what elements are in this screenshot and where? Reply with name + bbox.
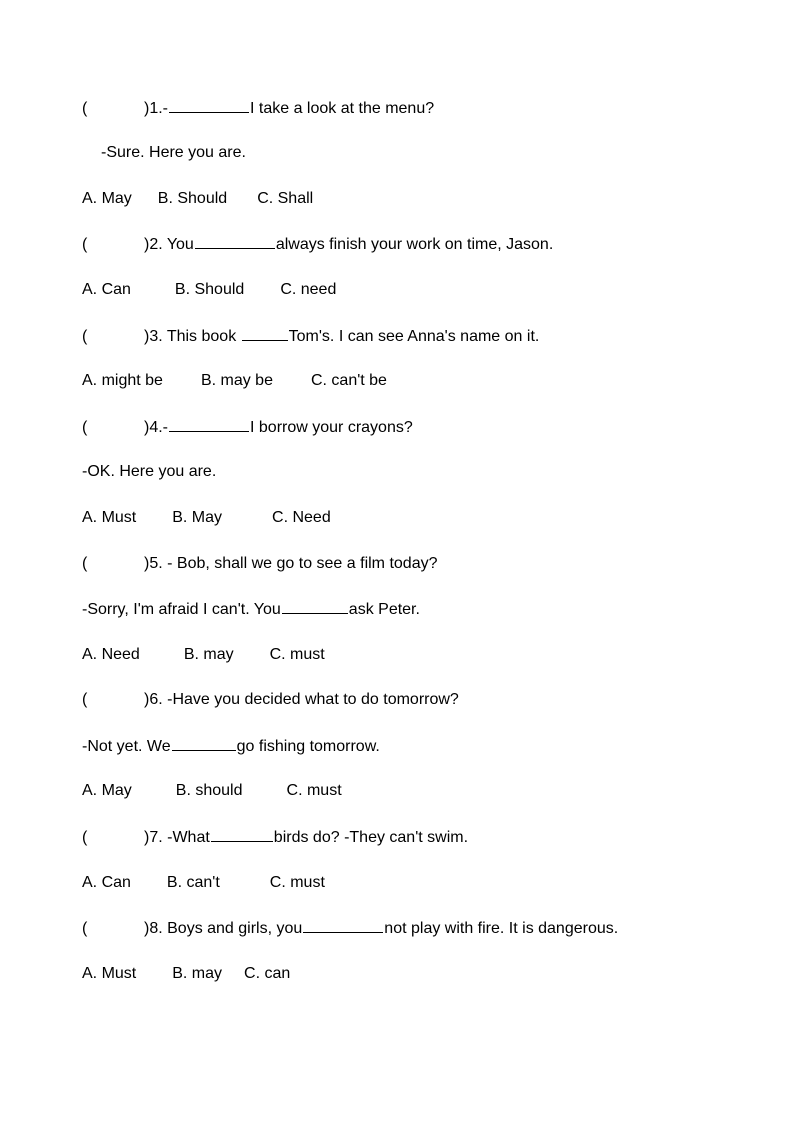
question-7 [82, 827, 468, 848]
option-c[interactable]: C. Shall [257, 190, 314, 207]
question-1-blank[interactable] [169, 98, 249, 113]
option-c[interactable]: C. can [244, 965, 291, 982]
question-3-text: Tom's. I can see Anna's name on it. [288, 328, 540, 345]
question-5-blank[interactable] [282, 599, 348, 614]
question-1-response: -Sure. Here you are. [101, 144, 246, 161]
answer-paren[interactable]: ( [82, 555, 88, 572]
question-4-options [82, 508, 331, 528]
question-8-text: not play with fire. It is dangerous. [384, 920, 619, 937]
question-8-options [82, 964, 290, 984]
question-4-blank[interactable] [169, 417, 249, 432]
question-1-options [82, 189, 313, 209]
question-7-options [82, 873, 325, 893]
question-7-text: birds do? -They can't swim. [273, 829, 469, 846]
option-a[interactable]: A. May [82, 782, 132, 799]
question-6-response-before: -Not yet. We [82, 738, 171, 755]
question-8-blank[interactable] [303, 918, 383, 933]
option-a[interactable]: A. Must [82, 509, 137, 526]
option-b[interactable]: B. May [172, 509, 223, 526]
question-7-blank[interactable] [211, 827, 273, 842]
question-2-blank[interactable] [195, 234, 275, 249]
question-1-text: I take a look at the menu? [250, 100, 435, 117]
question-2-options [82, 280, 336, 300]
question-4-text: I borrow your crayons? [250, 419, 413, 436]
question-3-options [82, 371, 387, 391]
answer-paren[interactable]: ( [82, 829, 88, 846]
answer-paren[interactable]: ( [82, 920, 88, 937]
option-c[interactable]: C. must [286, 782, 342, 799]
option-a[interactable]: A. Need [82, 646, 140, 663]
question-1 [82, 98, 434, 119]
question-3-blank[interactable] [242, 326, 288, 341]
question-5-response-after: ask Peter. [348, 601, 420, 618]
question-6-text: )6. -Have you decided what to do tomorrow? [144, 691, 459, 708]
question-4-response: -OK. Here you are. [82, 463, 217, 480]
question-1-number: )1.- [144, 100, 168, 117]
question-6 [82, 690, 459, 710]
answer-paren[interactable]: ( [82, 236, 88, 253]
question-6-options [82, 781, 342, 801]
option-b[interactable]: B. may [172, 965, 223, 982]
question-4 [82, 417, 413, 438]
option-b[interactable]: B. should [175, 782, 243, 799]
question-8 [82, 918, 618, 939]
option-a[interactable]: A. Can [82, 281, 131, 298]
option-a[interactable]: A. Must [82, 965, 137, 982]
question-6-response-after: go fishing tomorrow. [236, 738, 380, 755]
option-b[interactable]: B. can't [166, 874, 220, 891]
question-6-blank[interactable] [172, 736, 236, 751]
option-a[interactable]: A. Can [82, 874, 131, 891]
answer-paren[interactable]: ( [82, 691, 88, 708]
question-5-options [82, 645, 325, 665]
question-5-text: )5. - Bob, shall we go to see a film today? [144, 555, 438, 572]
option-c[interactable]: C. need [280, 281, 337, 298]
question-5 [82, 554, 437, 574]
question-5-response [82, 599, 420, 620]
option-b[interactable]: B. may [183, 646, 234, 663]
question-8-number: )8. Boys and girls, you [144, 920, 303, 937]
answer-paren[interactable]: ( [82, 419, 88, 436]
question-5-response-before: -Sorry, I'm afraid I can't. You [82, 601, 281, 618]
option-a[interactable]: A. might be [82, 372, 163, 389]
answer-paren[interactable]: ( [82, 100, 88, 117]
question-2-text: always finish your work on time, Jason. [275, 236, 554, 253]
option-b[interactable]: B. Should [174, 281, 245, 298]
answer-paren[interactable]: ( [82, 328, 88, 345]
question-4-number: )4.- [144, 419, 168, 436]
option-b[interactable]: B. may be [200, 372, 273, 389]
option-b[interactable]: B. Should [157, 190, 228, 207]
question-6-response [82, 736, 380, 757]
question-3-number: )3. This book [144, 328, 241, 345]
question-7-number: )7. -What [144, 829, 210, 846]
option-c[interactable]: C. must [269, 646, 325, 663]
question-2 [82, 234, 553, 255]
option-c[interactable]: C. must [269, 874, 325, 891]
question-2-number: )2. You [144, 236, 194, 253]
option-c[interactable]: C. can't be [310, 372, 387, 389]
option-a[interactable]: A. May [82, 190, 132, 207]
option-c[interactable]: C. Need [272, 509, 331, 526]
question-3 [82, 326, 539, 347]
